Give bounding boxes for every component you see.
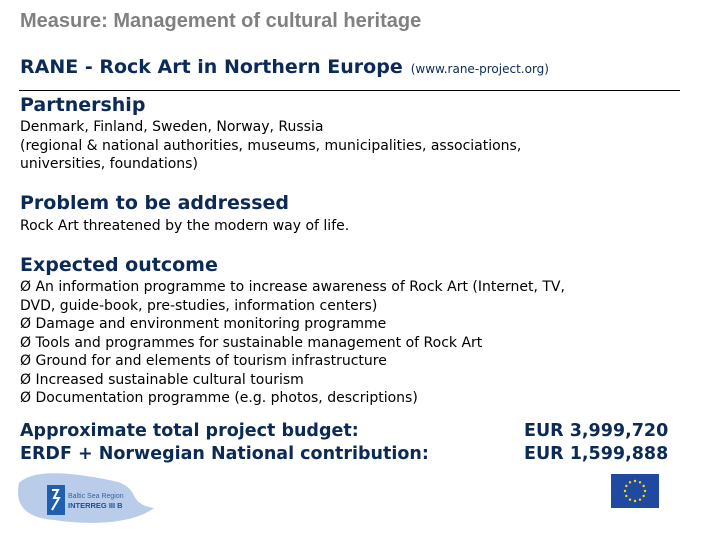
eu-flag-icon [611,474,659,508]
eu-star [642,485,644,487]
svg-text:Baltic Sea Region: Baltic Sea Region [68,493,124,500]
eu-star [634,480,636,482]
outcome-item: Ø Documentation programme (e.g. photos, descriptions) [20,389,700,408]
svg-text:INTERREG III B: INTERREG III B [68,501,123,510]
project-title [20,56,549,78]
eu-star [625,495,627,497]
divider [19,90,680,91]
measure-title: Measure: Management of cultural heritage [20,10,422,32]
budget-labels [20,420,429,466]
eu-star [624,490,626,492]
outcome-item: Ø Damage and environment monitoring programme [20,315,700,334]
problem-text: Rock Art threatened by the modern way of life. [20,218,350,234]
project-name: RANE - Rock Art in Northern Europe [20,56,403,78]
eu-star [625,485,627,487]
eu-star [642,495,644,497]
eu-star [639,481,641,483]
partnership-text [20,118,700,174]
outcome-item-continuation: DVD, guide-book, pre-studies, information centers) [20,297,378,314]
partnership-heading: Partnership [20,94,146,116]
interreg-logo [14,468,159,530]
outcome-heading: Expected outcome [20,254,218,276]
eu-star [634,500,636,502]
outcome-item: Ø Ground for and elements of tourism infrastructure [20,352,700,371]
partnership-line: Denmark, Finland, Sweden, Norway, Russia [20,119,324,135]
problem-heading: Problem to be addressed [20,192,289,214]
partnership-line: universities, foundations) [20,156,198,172]
eu-star [629,481,631,483]
outcome-item: Ø An information programme to increase awareness of Rock Art (Internet, TV, [20,278,700,297]
outcome-item: Ø Increased sustainable cultural tourism [20,371,700,390]
project-url: (www.rane-project.org) [410,62,549,76]
eu-star [629,498,631,500]
erdf-label: ERDF + Norwegian National contribution: [20,444,429,464]
erdf-value: EUR 1,599,888 [524,444,669,464]
total-budget-value: EUR 3,999,720 [524,421,669,441]
outcome-item: Ø Tools and programmes for sustainable management of Rock Art [20,334,700,353]
partnership-line: (regional & national authorities, museums, municipalities, associations, [20,137,522,154]
budget-values [524,420,668,466]
eu-star [644,490,646,492]
outcome-list [20,278,700,408]
eu-star [639,498,641,500]
total-budget-label: Approximate total project budget: [20,421,359,441]
